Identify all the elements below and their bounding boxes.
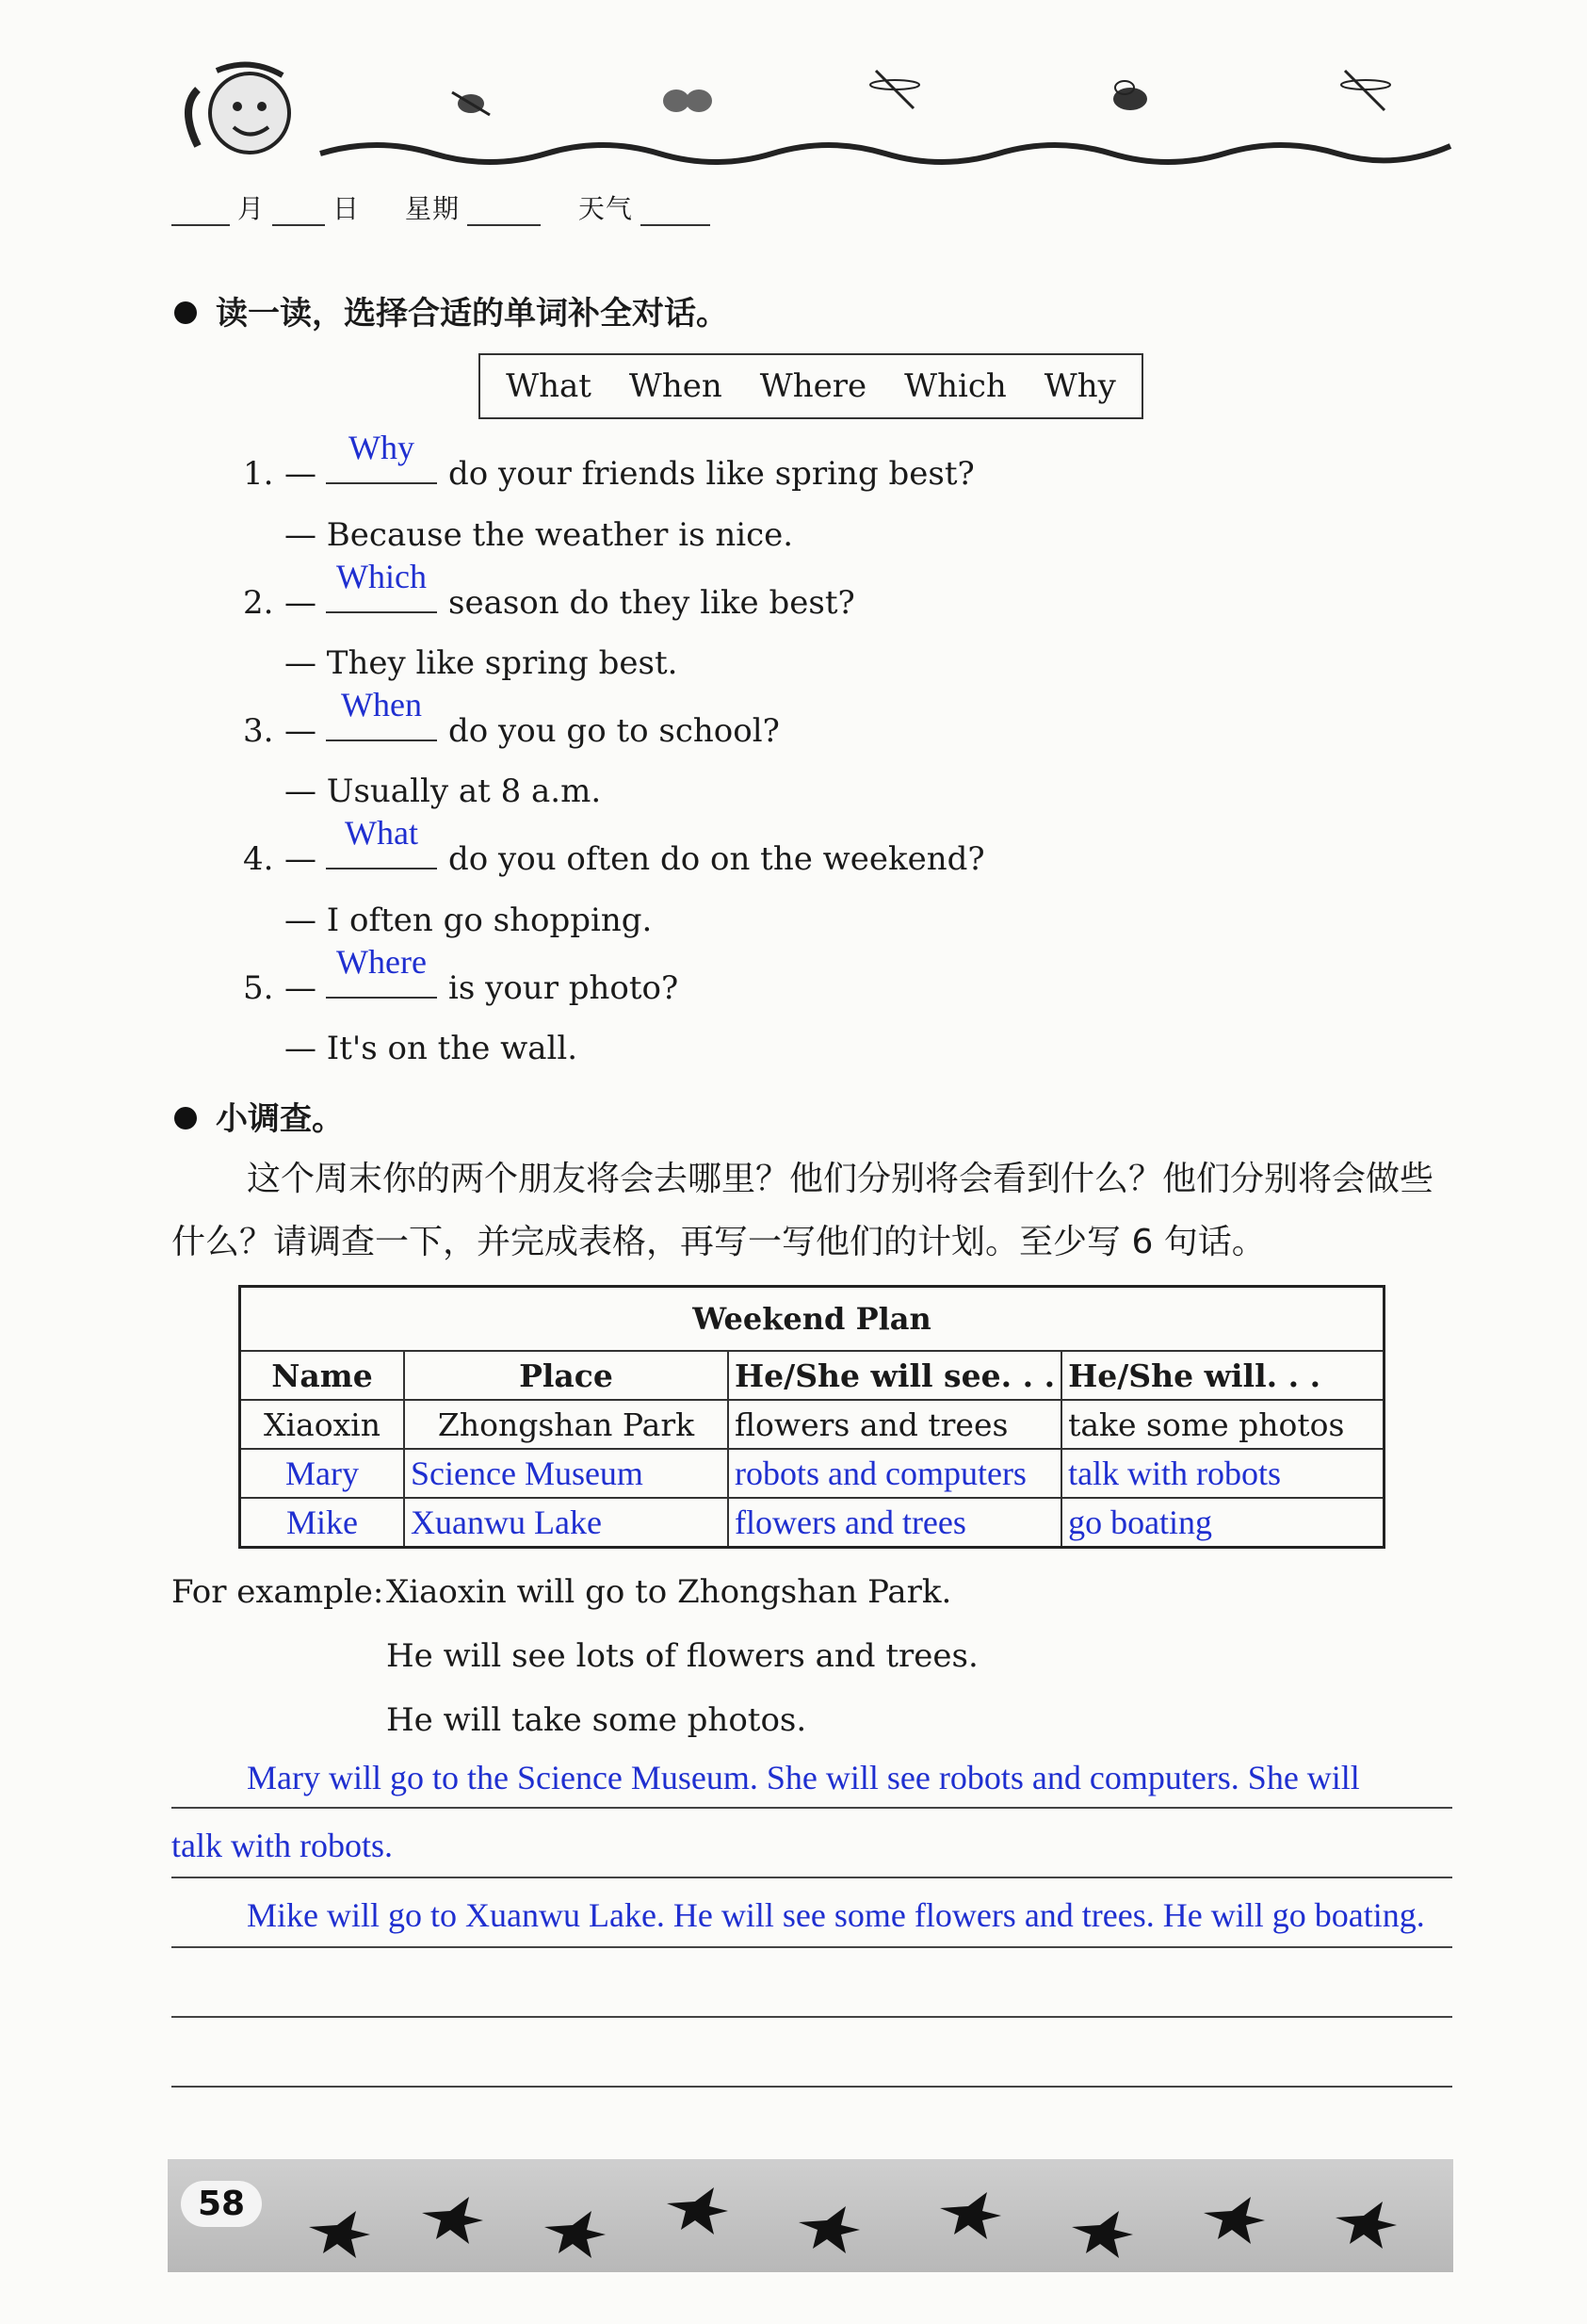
writing-line[interactable] <box>171 2086 1452 2088</box>
table-cell: take some photos <box>1061 1400 1384 1449</box>
table-row <box>240 1449 1385 1498</box>
word-option: When <box>628 367 722 405</box>
leaves-decoration <box>168 2159 1453 2272</box>
example-line: He will take some photos. <box>386 1701 807 1739</box>
leaf-icon <box>1072 2211 1133 2258</box>
leaf-icon <box>1336 2202 1397 2249</box>
month-label: 月 <box>237 193 266 224</box>
dialogue-reply: — They like spring best. <box>284 644 678 682</box>
answer-blank[interactable]: When <box>326 707 437 741</box>
weekday-label: 星期 <box>404 193 460 224</box>
day-label: 日 <box>332 193 361 224</box>
leaf-icon <box>667 2187 728 2235</box>
table-cell[interactable]: Mike <box>240 1498 405 1548</box>
leaf-icon <box>422 2197 483 2244</box>
leaf-icon <box>799 2206 860 2253</box>
word-option: Why <box>1044 367 1116 405</box>
leaf-icon <box>940 2192 1001 2239</box>
section2-title: 小调查。 <box>174 1093 344 1139</box>
table-row <box>240 1498 1385 1548</box>
table-row <box>240 1400 1385 1449</box>
column-header: He/She will see. . . <box>728 1351 1061 1400</box>
dialogue-question: 2. — Which season do they like best? <box>243 558 855 622</box>
example-label: For example: <box>171 1573 384 1611</box>
column-header: Place <box>404 1351 728 1400</box>
column-header: He/She will. . . <box>1061 1351 1384 1400</box>
column-header: Name <box>240 1351 405 1400</box>
word-box <box>478 353 1143 419</box>
written-answer-line[interactable]: Mary will go to the Science Museum. She will see robots and computers. She will <box>247 1759 1360 1796</box>
example-line: Xiaoxin will go to Zhongshan Park. <box>386 1573 952 1611</box>
wavy-line <box>320 145 1450 162</box>
bee-icon <box>1113 81 1147 110</box>
dialogue-question: 5. — Where is your photo? <box>243 943 679 1007</box>
word-option: Which <box>904 367 1007 405</box>
table-cell[interactable]: flowers and trees <box>728 1498 1061 1548</box>
written-answer-line[interactable]: talk with robots. <box>171 1827 393 1864</box>
page-number: 58 <box>181 2181 262 2227</box>
dragonfly-icon <box>870 71 919 108</box>
leaf-icon <box>1204 2197 1265 2244</box>
word-option: What <box>506 367 591 405</box>
table-cell[interactable]: robots and computers <box>728 1449 1061 1498</box>
dialogue-reply: — It's on the wall. <box>284 1030 578 1067</box>
written-answer-line[interactable]: Mike will go to Xuanwu Lake. He will see some flowers and trees. He will go boating. <box>247 1896 1425 1934</box>
table-cell[interactable]: go boating <box>1061 1498 1384 1548</box>
dialogue-question: 3. — When do you go to school? <box>243 686 780 750</box>
writing-line <box>171 1946 1452 1948</box>
header-decoration <box>160 52 1460 184</box>
answer-blank[interactable]: Which <box>326 579 437 613</box>
writing-line <box>171 1877 1452 1878</box>
dragonfly-icon <box>1341 71 1390 110</box>
table-cell: Xiaoxin <box>240 1400 405 1449</box>
table-cell[interactable]: Mary <box>240 1449 405 1498</box>
table-title: Weekend Plan <box>240 1287 1385 1352</box>
survey-instructions: 这个周末你的两个朋友将会去哪里？他们分别将会看到什么？他们分别将会做些什么？请调查一下，并完成表格，再写一写他们的计划。至少写 6 句话。 <box>171 1160 1434 1261</box>
dialogue-reply: — Because the weather is nice. <box>284 516 794 554</box>
answer-blank[interactable]: Where <box>326 965 437 999</box>
answer-blank[interactable]: Why <box>326 450 437 484</box>
writing-line <box>171 1807 1452 1809</box>
dialogue-reply: — Usually at 8 a.m. <box>284 772 602 810</box>
word-option: Where <box>759 367 867 405</box>
table-cell: flowers and trees <box>728 1400 1061 1449</box>
table-header-row <box>240 1351 1385 1400</box>
writing-line[interactable] <box>171 2016 1452 2018</box>
weather-label: 天气 <box>577 193 633 224</box>
table-cell[interactable]: Science Museum <box>404 1449 728 1498</box>
dialogue-question: 1. — Why do your friends like spring best? <box>243 429 975 493</box>
bullet-icon <box>174 301 197 324</box>
table-cell[interactable]: talk with robots <box>1061 1449 1384 1498</box>
bug-icon <box>452 92 490 115</box>
answer-blank[interactable]: What <box>326 836 437 869</box>
dialogue-reply: — I often go shopping. <box>284 902 653 939</box>
weekend-plan-table <box>238 1285 1385 1549</box>
dialogue-question: 4. — What do you often do on the weekend? <box>243 814 985 878</box>
date-line <box>171 188 710 226</box>
footer-band <box>168 2159 1453 2272</box>
sun-icon <box>188 65 289 153</box>
section1-title: 读一读，选择合适的单词补全对话。 <box>174 287 728 333</box>
example-line: He will see lots of flowers and trees. <box>386 1637 979 1675</box>
leaf-icon <box>544 2211 606 2258</box>
table-cell[interactable]: Xuanwu Lake <box>404 1498 728 1548</box>
butterfly-icon <box>663 89 712 112</box>
bullet-icon <box>174 1107 197 1129</box>
table-cell: Zhongshan Park <box>404 1400 728 1449</box>
leaf-icon <box>309 2211 370 2258</box>
